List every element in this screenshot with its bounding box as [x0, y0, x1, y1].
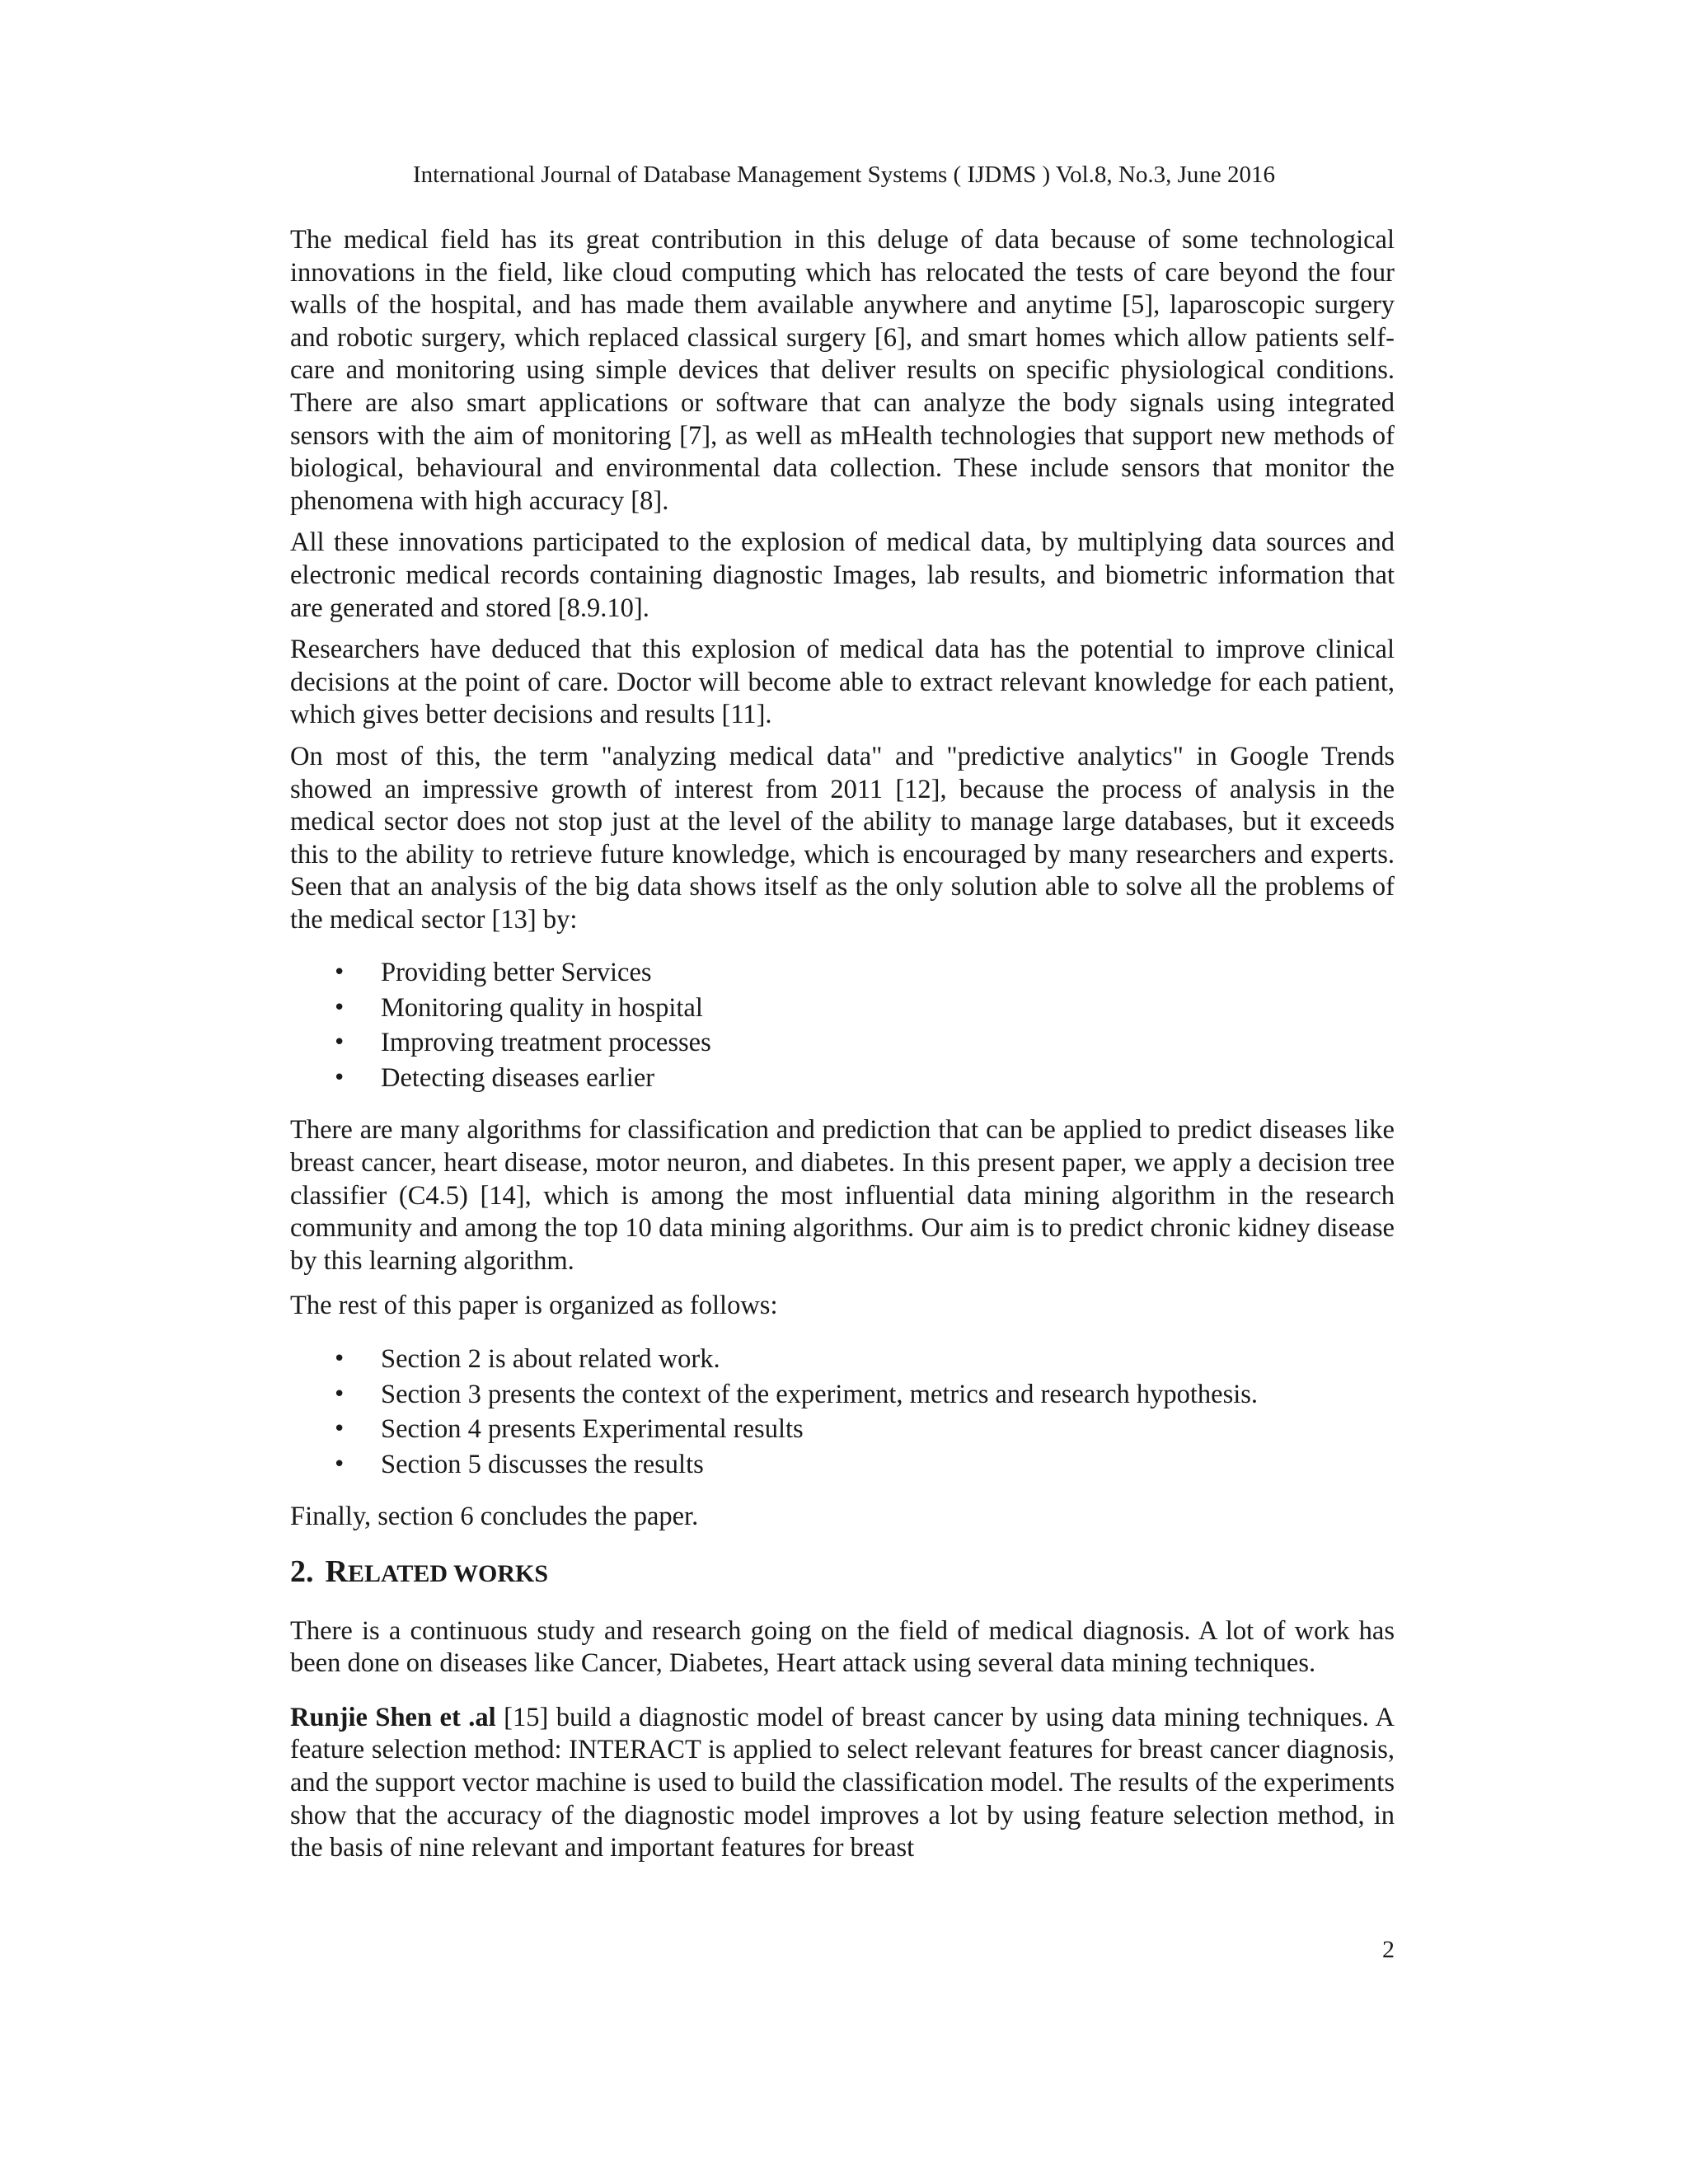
paragraph-runjie-shen: [290, 1702, 1395, 1865]
list-item: • Detecting diseases earlier: [290, 1062, 1395, 1095]
list-item: • Section 5 discusses the results: [290, 1448, 1395, 1482]
bullet-icon: •: [333, 1451, 346, 1477]
author-name: Runjie Shen et .al: [290, 1702, 496, 1732]
page-body: [290, 224, 1395, 1865]
paragraph-google-trends: On most of this, the term "analyzing medical data" and "predictive analytics" in Google Trends showed an impressive growth of interest from 2011 [12], because the process of analysis in the medical sector does not stop just at the level of the ability to manage large databases, but it exceeds this to the ability to retrieve future knowledge, which is encouraged by many researchers and experts. Seen that an analysis of the big data shows itself as the only solution able to solve all the problems of the medical sector [13] by:: [290, 741, 1395, 935]
page-number: 2: [1382, 1936, 1395, 1963]
paragraph-organization: The rest of this paper is organized as follows:: [290, 1291, 778, 1321]
section-number: 2.: [290, 1554, 314, 1589]
bullet-icon: •: [333, 1347, 346, 1372]
paragraph-finally: Finally, section 6 concludes the paper.: [290, 1502, 699, 1532]
paragraph-algorithms: There are many algorithms for classification and prediction that can be applied to predict diseases like breast cancer, heart disease, motor neuron, and diabetes. In this present paper, we apply a decision tree classifier (C4.5) [14], which is among the most influential data mining algorithm in the research community and among the top 10 data mining algorithms. Our aim is to predict chronic kidney disease by this learning algorithm.: [290, 1115, 1395, 1276]
section-heading-related-works: [290, 1552, 1395, 1594]
running-header: International Journal of Database Management Systems ( IJDMS ) Vol.8, No.3, June 2016: [413, 162, 1275, 188]
paragraph-runjie-shen-text: [15] build a diagnostic model of breast cancer by using data mining techniques. A feature selection method: INTERACT is applied to select relevant features for breast cancer diagnosis, and the support vector machine is used to build the classification model. The results of the experiments show that the accuracy of the diagnostic model improves a lot by using feature selection method, in the basis of nine relevant and important features for breast: [290, 1702, 1395, 1863]
bullet-icon: •: [333, 1417, 346, 1442]
list-item: • Section 2 is about related work.: [290, 1343, 1395, 1376]
list-item: • Improving treatment processes: [290, 1026, 1395, 1060]
sections-list: [290, 1343, 1395, 1481]
section-title-rest: ELATED WORKS: [347, 1559, 549, 1587]
paragraph-medical-field: The medical field has its great contribution in this deluge of data because of some technological innovations in the field, like cloud computing which has relocated the tests of care beyond the four walls of the hospital, and has made them available anywhere and anytime [5], laparoscopic surgery and robotic surgery, which replaced classical surgery [6], and smart homes which allow patients self-care and monitoring using simple devices that deliver results on specific physiological conditions. There are also smart applications or software that can analyze the body signals using integrated sensors with the aim of monitoring [7], as well as mHealth technologies that support new methods of biological, behavioural and environmental data collection. These include sensors that monitor the phenomena with high accuracy [8].: [290, 225, 1395, 516]
paragraph-researchers: Researchers have deduced that this explosion of medical data has the potential to improve clinical decisions at the point of care. Doctor will become able to extract relevant knowledge for each patient, which gives better decisions and results [11].: [290, 635, 1395, 730]
bullet-icon: •: [333, 960, 346, 986]
list-item: • Providing better Services: [290, 956, 1395, 990]
list-item: • Section 4 presents Experimental results: [290, 1413, 1395, 1446]
bullet-icon: •: [333, 1030, 346, 1056]
benefits-list: [290, 956, 1395, 1094]
paragraph-continuous-study: There is a continuous study and research going on the field of medical diagnosis. A lot of work has been done on diseases like Cancer, Diabetes, Heart attack using several data mining techniques.: [290, 1615, 1395, 1679]
bullet-icon: •: [333, 1065, 346, 1090]
list-item: • Section 3 presents the context of the experiment, metrics and research hypothesis.: [290, 1378, 1395, 1412]
bullet-icon: •: [333, 1381, 346, 1407]
paragraph-innovations: All these innovations participated to the explosion of medical data, by multiplying data sources and electronic medical records containing diagnostic Images, lab results, and biometric information that are generated and stored [8.9.10].: [290, 527, 1395, 623]
section-title-initial: R: [325, 1554, 348, 1589]
bullet-icon: •: [333, 995, 346, 1020]
list-item: • Monitoring quality in hospital: [290, 991, 1395, 1025]
